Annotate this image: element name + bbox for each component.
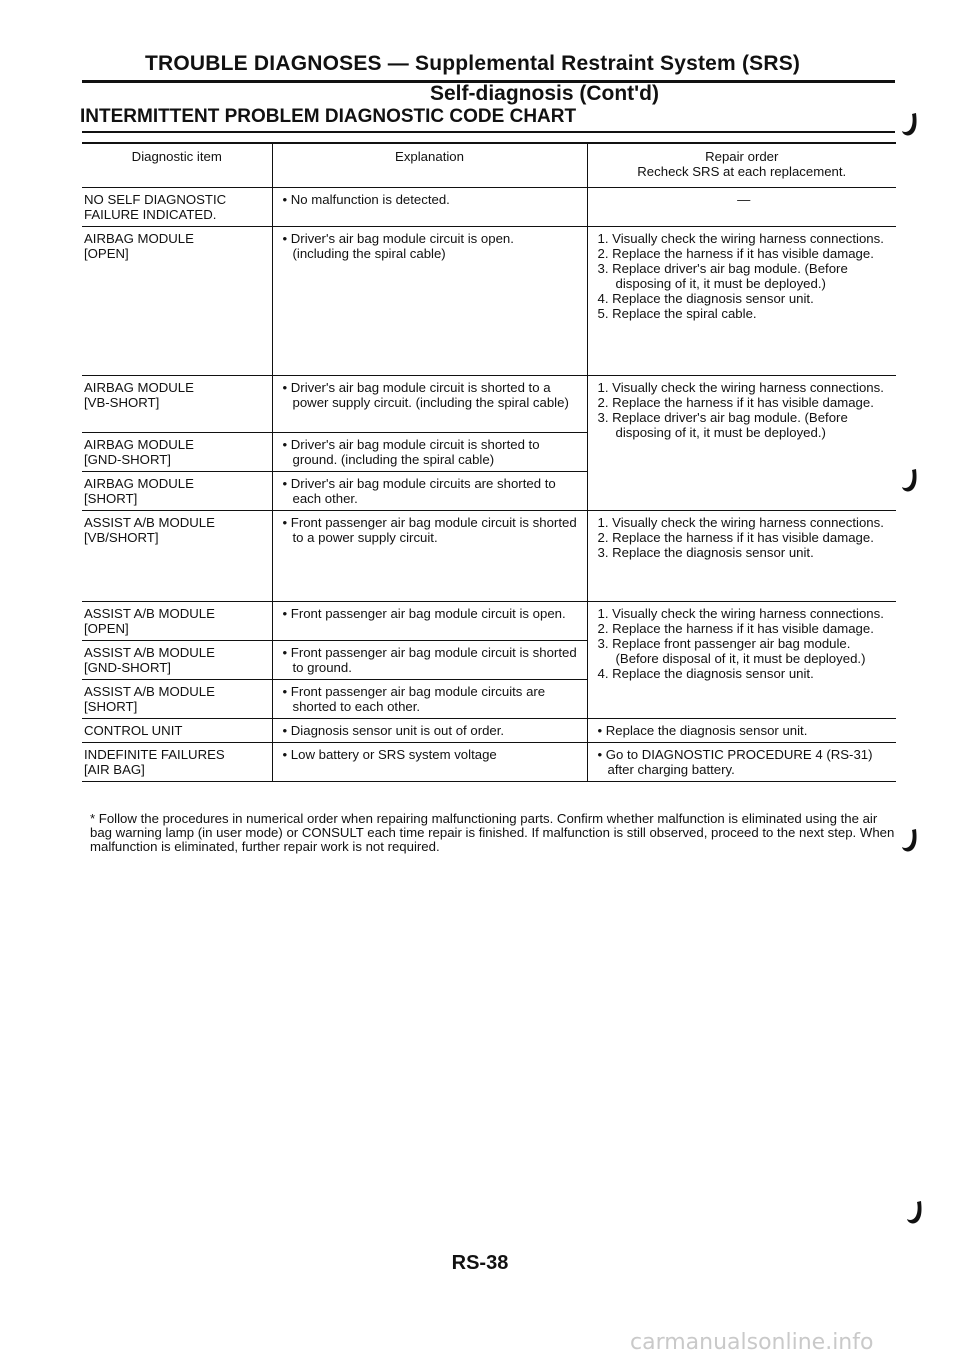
- table-header-row: [82, 143, 896, 188]
- diagnostic-item: AIRBAG MODULE [OPEN]: [82, 227, 272, 376]
- repair-order: 1. Visually check the wiring harness connections. 2. Replace the harness if it has visible damage. 3. Replace driver's air bag module. (Before disposing of it, it must be deployed.) 4. Replace the diagnosis sensor unit. 5. Replace the spiral cable.: [587, 227, 896, 376]
- table-row: [82, 188, 896, 227]
- diagnostic-code-chart: [82, 142, 896, 782]
- explanation: • No malfunction is detected.: [272, 188, 587, 227]
- diagnostic-item: AIRBAG MODULE [VB-SHORT]: [82, 376, 272, 433]
- diagnostic-item: INDEFINITE FAILURES [AIR BAG]: [82, 743, 272, 782]
- diagnostic-item: NO SELF DIAGNOSTIC FAILURE INDICATED.: [82, 188, 272, 227]
- page-number: RS-38: [451, 1252, 509, 1274]
- repair-order: 1. Visually check the wiring harness connections. 2. Replace the harness if it has visible damage. 3. Replace front passenger air bag module. (Before disposal of it, it must be deployed.) 4. Replace the diagnosis sensor unit.: [587, 602, 896, 719]
- section-rule: [82, 131, 895, 133]
- diagnostic-item: ASSIST A/B MODULE [OPEN]: [82, 602, 272, 641]
- table-row: [82, 719, 896, 743]
- explanation: • Front passenger air bag module circuit is shorted to ground.: [272, 641, 587, 680]
- section-title: INTERMITTENT PROBLEM DIAGNOSTIC CODE CHART: [80, 106, 577, 127]
- repair-order: • Go to DIAGNOSTIC PROCEDURE 4 (RS-31) after charging battery.: [587, 743, 896, 782]
- column-header-item: Diagnostic item: [82, 143, 272, 188]
- watermark: carmanualsonline.info: [630, 1330, 874, 1355]
- explanation: • Low battery or SRS system voltage: [272, 743, 587, 782]
- explanation: • Diagnosis sensor unit is out of order.: [272, 719, 587, 743]
- page-header-subtitle: Self-diagnosis (Cont'd): [430, 82, 659, 105]
- diagnostic-item: AIRBAG MODULE [SHORT]: [82, 472, 272, 511]
- explanation: • Driver's air bag module circuit is shorted to ground. (including the spiral cable): [272, 433, 587, 472]
- table-row: [82, 602, 896, 641]
- explanation: • Front passenger air bag module circuit is open.: [272, 602, 587, 641]
- repair-order: 1. Visually check the wiring harness connections. 2. Replace the harness if it has visible damage. 3. Replace the diagnosis sensor unit.: [587, 511, 896, 602]
- margin-check-icon: [905, 1200, 927, 1226]
- diagnostic-item: ASSIST A/B MODULE [SHORT]: [82, 680, 272, 719]
- margin-check-icon: [900, 468, 922, 494]
- diagnostic-item: CONTROL UNIT: [82, 719, 272, 743]
- repair-order: • Replace the diagnosis sensor unit.: [587, 719, 896, 743]
- page-header-title: TROUBLE DIAGNOSES — Supplemental Restraint System (SRS): [145, 52, 801, 75]
- column-header-repair: Repair order Recheck SRS at each replacement.: [587, 143, 896, 188]
- table-row: [82, 227, 896, 376]
- diagnostic-item: AIRBAG MODULE [GND-SHORT]: [82, 433, 272, 472]
- footnote: * Follow the procedures in numerical order when repairing malfunctioning parts. Confirm whether malfunction is eliminated using the air bag warning lamp (in user mode) or CONSULT each time repair is finished. If malfunction is still observed, proceed to the next step. When malfunction is eliminated, further repair work is not required.: [90, 811, 895, 854]
- margin-check-icon: [900, 828, 922, 854]
- table-row: [82, 743, 896, 782]
- explanation: • Front passenger air bag module circuits are shorted to each other.: [272, 680, 587, 719]
- explanation: • Driver's air bag module circuits are shorted to each other.: [272, 472, 587, 511]
- explanation: • Driver's air bag module circuit is shorted to a power supply circuit. (including the spiral cable): [272, 376, 587, 433]
- table-row: [82, 511, 896, 602]
- diagnostic-item: ASSIST A/B MODULE [VB/SHORT]: [82, 511, 272, 602]
- explanation: • Driver's air bag module circuit is open. (including the spiral cable): [272, 227, 587, 376]
- column-header-explanation: Explanation: [272, 143, 587, 188]
- margin-check-icon: [900, 112, 922, 138]
- explanation: • Front passenger air bag module circuit is shorted to a power supply circuit.: [272, 511, 587, 602]
- diagnostic-item: ASSIST A/B MODULE [GND-SHORT]: [82, 641, 272, 680]
- table-row: [82, 376, 896, 433]
- repair-order: 1. Visually check the wiring harness connections. 2. Replace the harness if it has visible damage. 3. Replace driver's air bag module. (Before disposing of it, it must be deployed.): [587, 376, 896, 511]
- repair-order: —: [587, 188, 896, 227]
